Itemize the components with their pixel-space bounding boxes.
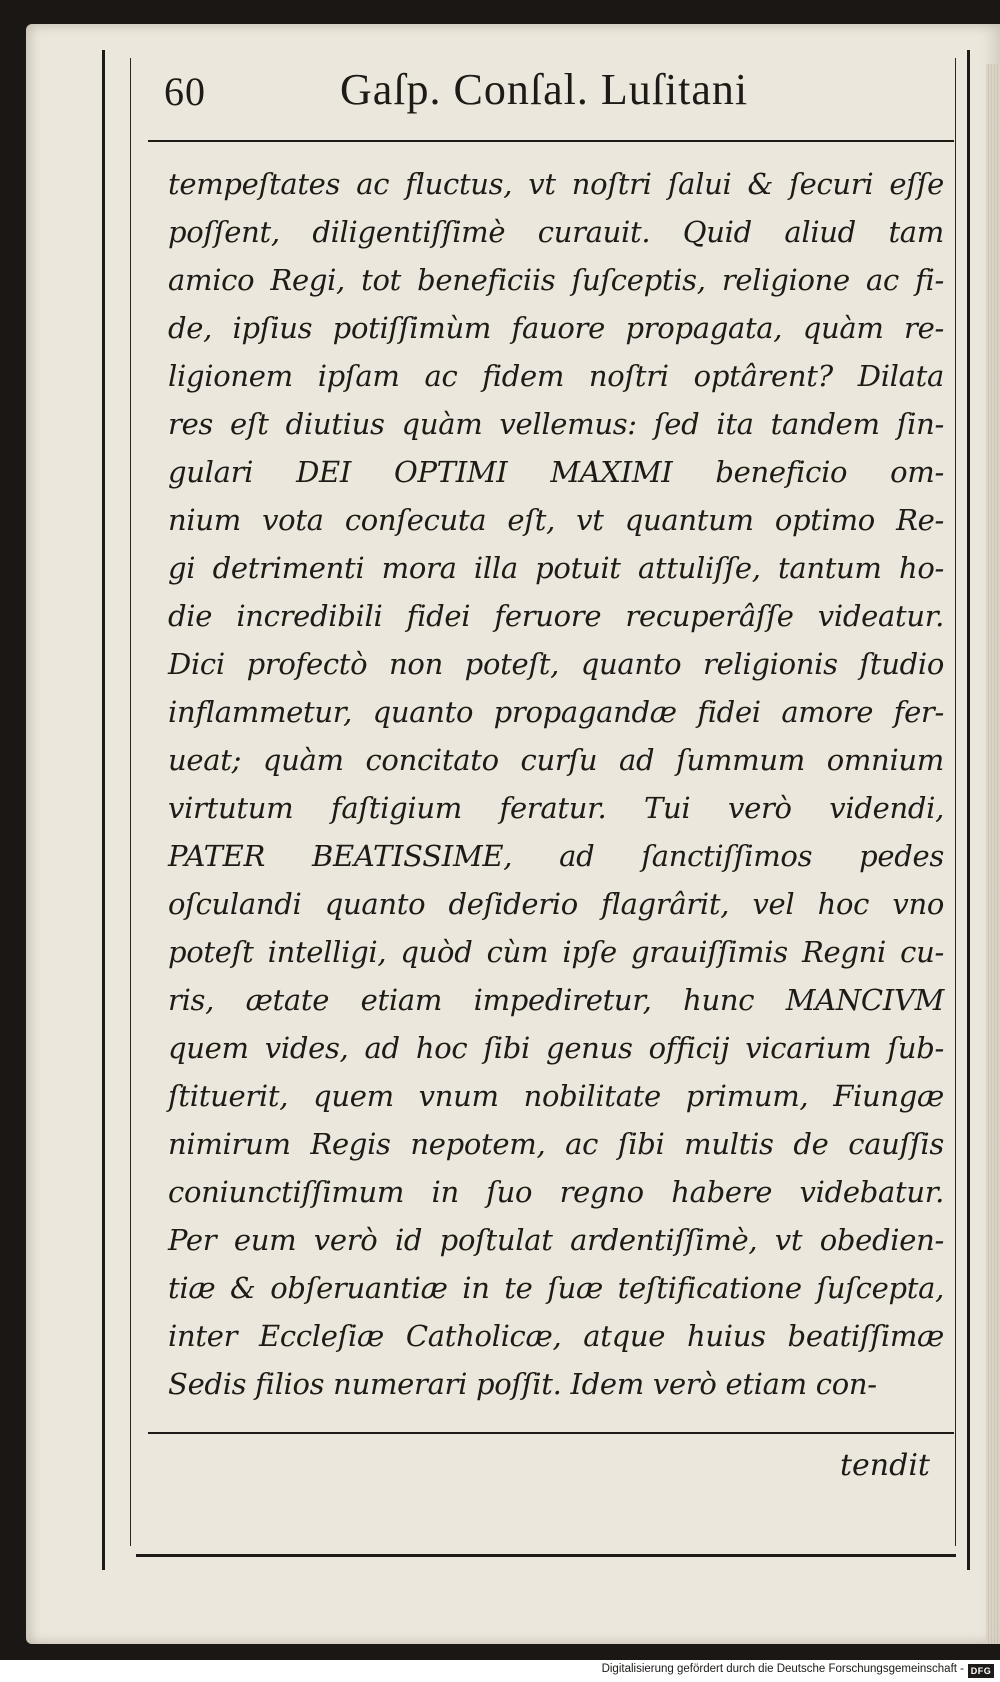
text-line: nimirum Regis nepotem, ac ſibi multis de cauſſis [168, 1127, 944, 1161]
text-line: ſtituerit, quem vnum nobilitate primum, Fiungæ [168, 1079, 944, 1113]
text-line: Per eum verò id poſtulat ardentiſſimè, vt obedien- [168, 1223, 944, 1257]
text-line: PATER BEATISSIME, ad ſanctiſſimos pedes [168, 839, 944, 873]
inner-border-right [955, 58, 956, 1546]
text-line: ueat; quàm concitato curſu ad ſummum omnium [168, 743, 944, 777]
text-line: tiæ & obſeruantiæ in te ſuæ teſtificatione ſuſcepta, [168, 1271, 944, 1305]
text-line: gulari DEI OPTIMI MAXIMI beneficio om- [168, 455, 944, 489]
text-line: ris, ætate etiam impediretur, hunc MANCIVM [168, 983, 944, 1017]
text-line: die incredibili fidei feruore recuperâſſe videatur. [168, 599, 944, 633]
text-line: poſſent, diligentiſſimè curauit. Quid aliud tam [168, 215, 944, 249]
text-line: gi detrimenti mora illa potuit attuliſſe, tantum ho- [168, 551, 944, 585]
text-line: tempeſtates ac fluctus, vt noſtri ſalui & ſecuri eſſe [168, 167, 944, 201]
text-line: inter Eccleſiæ Catholicæ, atque huius beatiſſimæ [168, 1319, 944, 1353]
text-line: poteſt intelligi, quòd cùm ipſe grauiſſimis Regni cu- [168, 935, 944, 969]
text-line: de, ipſius potiſſimùm fauore propagata, quàm re- [168, 311, 944, 345]
text-line: ligionem ipſam ac fidem noſtri optârent? Dilata [168, 359, 944, 393]
bottom-border-rule [136, 1554, 956, 1557]
header-rule [148, 140, 954, 142]
text-line: inflammetur, quanto propagandæ fidei amore fer- [168, 695, 944, 729]
text-line: virtutum faſtigium feratur. Tui verò videndi, [168, 791, 944, 825]
text-line: nium vota conſecuta eſt, vt quantum optimo Re- [168, 503, 944, 537]
catchword: tendit [840, 1448, 930, 1483]
text-line: res eſt diutius quàm vellemus: ſed ita tandem ſin- [168, 407, 944, 441]
running-head: Gaſp. Conſal. Luſitani [340, 65, 749, 114]
page-number: 60 [164, 69, 206, 114]
body-text [168, 160, 944, 1408]
text-line: quem vides, ad hoc ſibi genus officij vicarium ſub- [168, 1031, 944, 1065]
footer-rule [148, 1432, 954, 1434]
inner-border-left [130, 58, 131, 1546]
text-line: Dici profectò non poteſt, quanto religionis ſtudio [168, 647, 944, 681]
text-line: amico Regi, tot beneficiis ſuſceptis, religione ac fi- [168, 263, 944, 297]
digitization-credit: Digitalisierung gefördert durch die Deutsche Forschungsgemeinschaft - [601, 1663, 964, 1675]
page-fore-edge [986, 64, 1000, 1644]
text-line: oſculandi quanto deſiderio flagrârit, vel hoc vno [168, 887, 944, 921]
dfg-logo-icon: DFG [968, 1664, 994, 1678]
text-line: coniunctiſſimum in ſuo regno habere videbatur. [168, 1175, 944, 1209]
text-line: Sedis filios numerari poſſit. Idem verò etiam con- [168, 1367, 877, 1401]
